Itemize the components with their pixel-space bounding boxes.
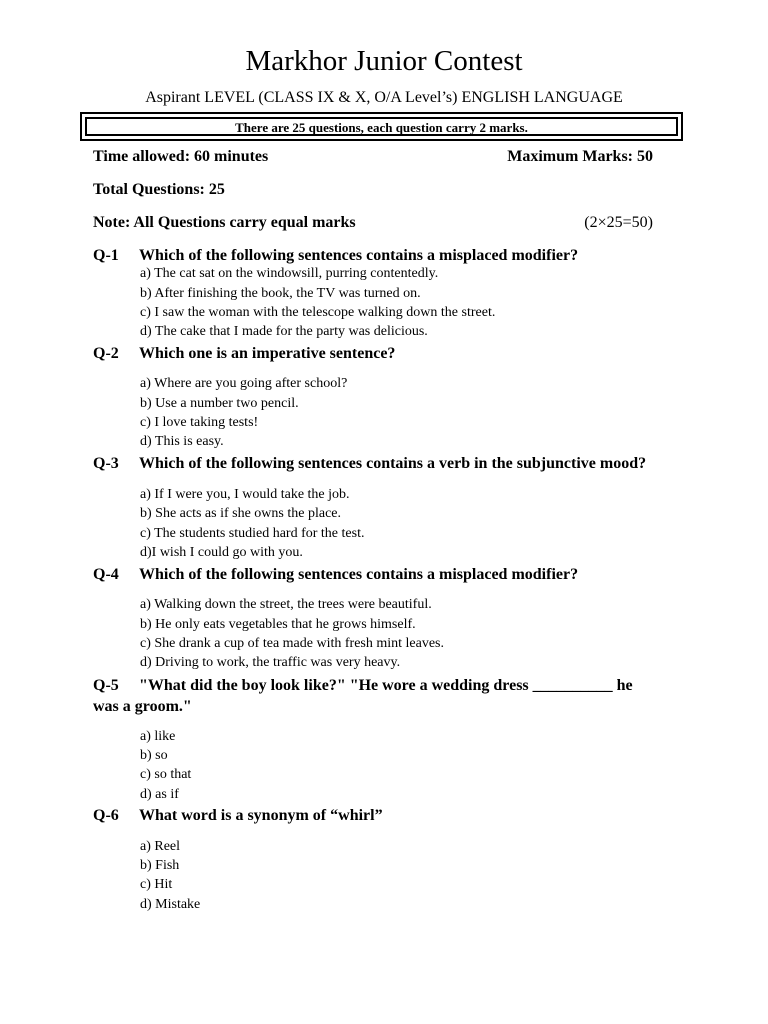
time-marks-row <box>93 147 653 167</box>
marks-note: Note: All Questions carry equal marks <box>93 214 356 231</box>
option-a: a) If I were you, I would take the job. <box>140 487 350 502</box>
question-text: "What did the boy look like?" "He wore a wedding dress __________ he <box>139 677 633 694</box>
question-text: What word is a synonym of “whirl” <box>139 807 383 824</box>
notice-box <box>80 112 683 141</box>
total-questions: Total Questions: 25 <box>93 181 225 198</box>
option-a: a) Reel <box>140 839 181 854</box>
option-b: b) so <box>140 748 168 763</box>
option-b: b) Fish <box>140 858 180 873</box>
notice-text: There are 25 questions, each question carry 2 marks. <box>85 117 678 136</box>
question-text: Which of the following sentences contains a misplaced modifier? <box>139 247 579 264</box>
option-c: c) She drank a cup of tea made with fresh mint leaves. <box>140 636 445 651</box>
question-number: Q-1 <box>93 247 119 264</box>
option-c: c) I saw the woman with the telescope walking down the street. <box>140 305 496 320</box>
option-a: a) like <box>140 729 176 744</box>
option-d: d)I wish I could go with you. <box>140 545 303 560</box>
option-c: c) I love taking tests! <box>140 415 259 430</box>
time-allowed: Time allowed: 60 minutes <box>93 148 269 165</box>
question-text: Which of the following sentences contains a misplaced modifier? <box>139 566 579 583</box>
marks-formula: (2×25=50) <box>584 214 653 231</box>
option-b: b) He only eats vegetables that he grows himself. <box>140 617 416 632</box>
option-b: b) After finishing the book, the TV was turned on. <box>140 286 421 301</box>
option-d: d) The cake that I made for the party was delicious. <box>140 324 428 339</box>
question-number: Q-4 <box>93 566 119 583</box>
option-d: d) Mistake <box>140 897 201 912</box>
question-number: Q-2 <box>93 345 119 362</box>
question-text-continued: was a groom." <box>93 698 192 715</box>
option-a: a) Walking down the street, the trees were beautiful. <box>140 597 432 612</box>
option-a: a) The cat sat on the windowsill, purring contentedly. <box>140 266 439 281</box>
option-c: c) Hit <box>140 877 173 892</box>
exam-subtitle: Aspirant LEVEL (CLASS IX & X, O/A Level’s) ENGLISH LANGUAGE <box>145 89 623 106</box>
option-b: b) Use a number two pencil. <box>140 396 299 411</box>
option-a: a) Where are you going after school? <box>140 376 348 391</box>
page-title: Markhor Junior Contest <box>245 45 523 77</box>
option-b: b) She acts as if she owns the place. <box>140 506 341 521</box>
option-d: d) This is easy. <box>140 434 224 449</box>
option-d: d) Driving to work, the traffic was very heavy. <box>140 655 401 670</box>
option-d: d) as if <box>140 787 179 802</box>
question-text: Which one is an imperative sentence? <box>139 345 396 362</box>
maximum-marks: Maximum Marks: 50 <box>507 148 653 165</box>
option-c: c) The students studied hard for the test. <box>140 526 365 541</box>
question-number: Q-5 <box>93 677 119 694</box>
note-row <box>93 213 653 233</box>
question-number: Q-6 <box>93 807 119 824</box>
question-number: Q-3 <box>93 455 119 472</box>
option-c: c) so that <box>140 767 192 782</box>
question-text: Which of the following sentences contains a verb in the subjunctive mood? <box>139 455 647 472</box>
